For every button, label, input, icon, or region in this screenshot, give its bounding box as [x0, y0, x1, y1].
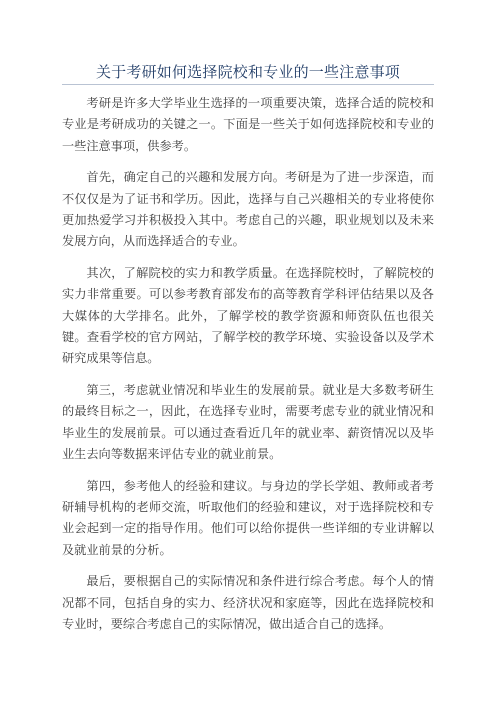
document-title: 关于考研如何选择院校和专业的一些注意事项	[95, 63, 400, 81]
paragraph-second: 其次，了解院校的实力和教学质量。在选择院校时，了解院校的实力非常重要。可以参考教育部发布的高等教育学科评估结果以及各大媒体的大学排名。此外，了解学校的教学资源和师资队伍也很关键。查看学校的官方网站，了解学校的教学环境、实验设备以及学术研究成果等信息。	[62, 265, 434, 366]
paragraph-third: 第三，考虑就业情况和毕业生的发展前景。就业是大多数考研生的最终目标之一，因此，在选择专业时，需要考虑专业的就业情况和毕业生的发展前景。可以通过查看近几年的就业率、薪资情况以及毕业生去向等数据来评估专业的就业前景。	[62, 382, 434, 462]
document-body	[62, 93, 434, 645]
paragraph-fourth: 第四，参考他人的经验和建议。与身边的学长学姐、教师或者考研辅导机构的老师交流，听取他们的经验和建议，对于选择院校和专业会起到一定的指导作用。他们可以给你提供一些详细的专业讲解以及就业前景的分析。	[62, 478, 434, 557]
paragraph-intro: 考研是许多大学毕业生选择的一项重要决策，选择合适的院校和专业是考研成功的关键之一。下面是一些关于如何选择院校和专业的一些注意事项，供参考。	[62, 96, 434, 153]
paragraph-last: 最后，要根据自己的实际情况和条件进行综合考虑。每个人的情况都不同，包括自身的实力、经济状况和家庭等，因此在选择院校和专业时，要综合考虑自己的实际情况，做出适合自己的选择。	[62, 574, 434, 631]
paragraph-first: 首先，确定自己的兴趣和发展方向。考研是为了进一步深造，而不仅仅是为了证书和学历。因此，选择与自己兴趣相关的专业将使你更加热爱学习并积极投入其中。考虑自己的兴趣，职业规划以及未来发展方向，从而选择适合的专业。	[62, 170, 434, 249]
title-divider	[62, 84, 434, 85]
